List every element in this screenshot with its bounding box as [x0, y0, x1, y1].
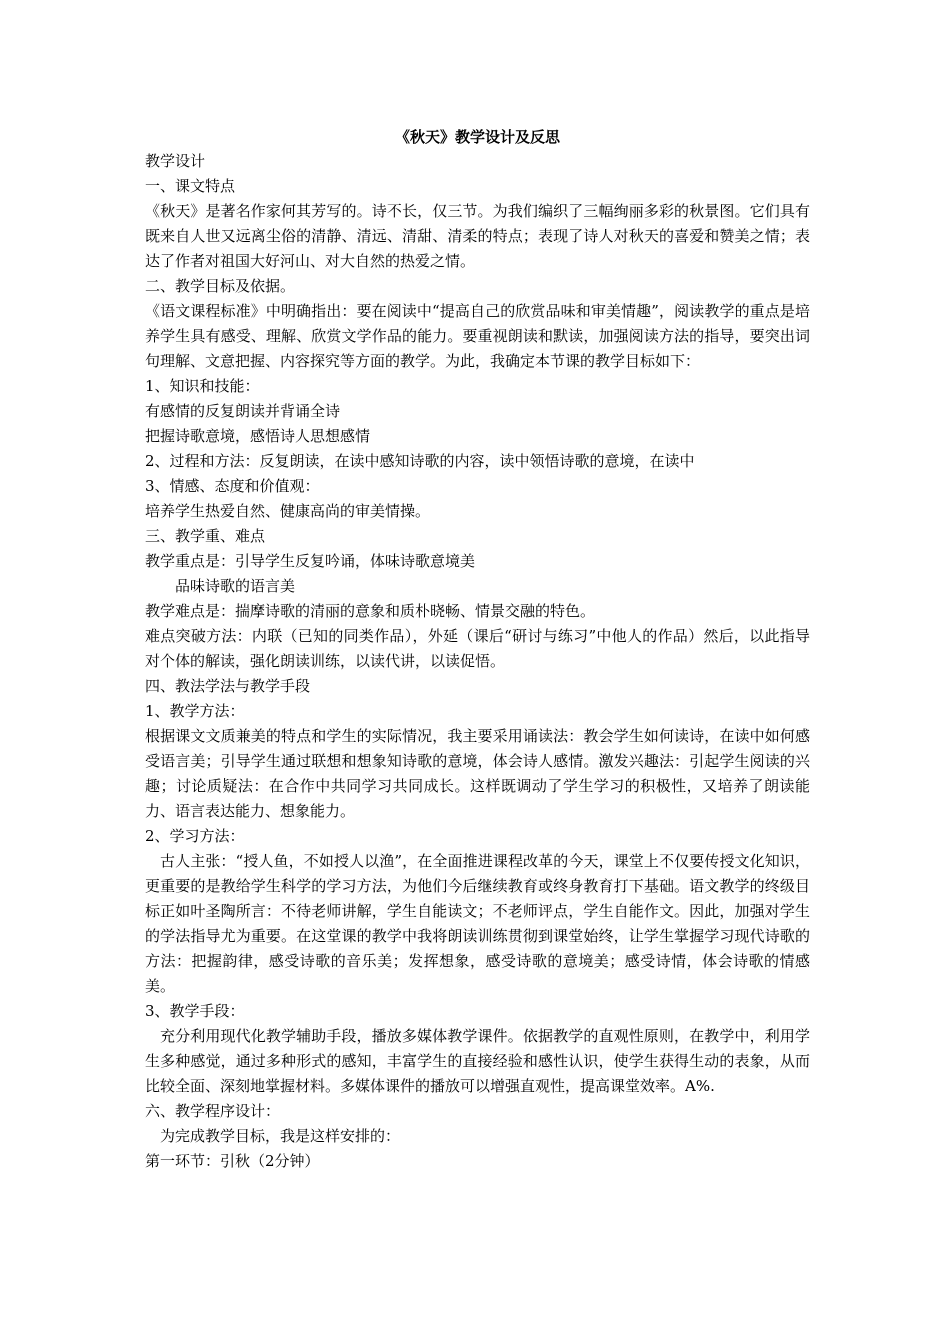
body-line: 品味诗歌的语言美 [175, 577, 296, 595]
body-paragraph: 《秋天》是著名作家何其芳写的。诗不长，仅三节。为我们编织了三幅绚丽多彩的秋景图。它们具有既来自人世又远离尘俗的清静、清远、清甜、清柔的特点；表现了诗人对秋天的喜爱和赞美之情；表达了作者对祖国大好河山、对大自然的热爱之情。 [145, 202, 810, 270]
body-line: 培养学生热爱自然、健康高尚的审美情操。 [145, 502, 431, 520]
body-paragraph: 古人主张：“授人鱼，不如授人以渔”，在全面推进课程改革的今天，课堂上不仅要传授文化知识，更重要的是教给学生科学的学习方法，为他们今后继续教育或终身教育打下基础。语文教学的终级目标正如叶圣陶所言：不待老师讲解，学生自能读文；不老师评点，学生自能作文。因此，加强对学生的学法指导尤为重要。在这堂课的教学中我将朗读训练贯彻到课堂始终，让学生掌握学习现代诗歌的方法：把握韵律，感受诗歌的音乐美；发挥想象，感受诗歌的意境美；感受诗情，体会诗歌的情感美。 [145, 852, 810, 995]
body-line: 2、过程和方法：反复朗读，在读中感知诗歌的内容，读中领悟诗歌的意境，在读中 [145, 452, 695, 470]
body-line: 三、教学重、难点 [145, 527, 266, 545]
body-line: 有感情的反复朗读并背诵全诗 [145, 402, 341, 420]
body-line: 2、学习方法： [145, 827, 245, 845]
document-body [145, 149, 810, 1174]
body-line: 第一环节：引秋（2分钟） [145, 1152, 320, 1170]
body-line: 1、教学方法： [145, 702, 245, 720]
body-line: 二、教学目标及依据。 [145, 277, 296, 295]
body-paragraph: 根据课文文质兼美的特点和学生的实际情况，我主要采用诵读法：教会学生如何读诗，在读中如何感受语言美；引导学生通过联想和想象知诗歌的意境，体会诗人感情。激发兴趣法：引起学生阅读的兴趣；讨论质疑法：在合作中共同学习共同成长。这样既调动了学生学习的积极性，又培养了朗读能力、语言表达能力、想象能力。 [145, 727, 810, 820]
body-line: 教学重点是：引导学生反复吟诵，体味诗歌意境美 [145, 552, 476, 570]
document-page [145, 127, 810, 1174]
body-line: 3、教学手段： [145, 1002, 245, 1020]
body-line: 六、教学程序设计： [145, 1102, 281, 1120]
body-line: 教学难点是：揣摩诗歌的清丽的意象和质朴晓畅、情景交融的特色。 [145, 602, 596, 620]
body-line: 为完成教学目标，我是这样安排的： [160, 1127, 401, 1145]
body-paragraph: 《语文课程标准》中明确指出：要在阅读中“提高自己的欣赏品味和审美情趣”，阅读教学的重点是培养学生具有感受、理解、欣赏文学作品的能力。要重视朗读和默读，加强阅读方法的指导，要突出词句理解、文意把握、内容探究等方面的教学。为此，我确定本节课的教学目标如下： [145, 302, 810, 370]
body-line: 四、教法学法与教学手段 [145, 677, 311, 695]
body-line: 一、课文特点 [145, 177, 236, 195]
body-line: 3、情感、态度和价值观： [145, 477, 320, 495]
body-line: 把握诗歌意境，感悟诗人思想感情 [145, 427, 371, 445]
body-paragraph: 充分利用现代化教学辅助手段，播放多媒体教学课件。依据教学的直观性原则，在教学中，利用学生多种感觉，通过多种形式的感知，丰富学生的直接经验和感性认识，使学生获得生动的表象，从而比较全面、深刻地掌握材料。多媒体课件的播放可以增强直观性，提高课堂效率。A%. [145, 1027, 810, 1095]
body-line: 教学设计 [145, 152, 206, 170]
body-line: 1、知识和技能： [145, 377, 260, 395]
document-title: 《秋天》教学设计及反思 [394, 128, 560, 146]
body-paragraph: 难点突破方法：内联（已知的同类作品），外延（课后“研讨与练习”中他人的作品）然后，以此指导对个体的解读，强化朗读训练，以读代讲，以读促悟。 [145, 627, 810, 670]
